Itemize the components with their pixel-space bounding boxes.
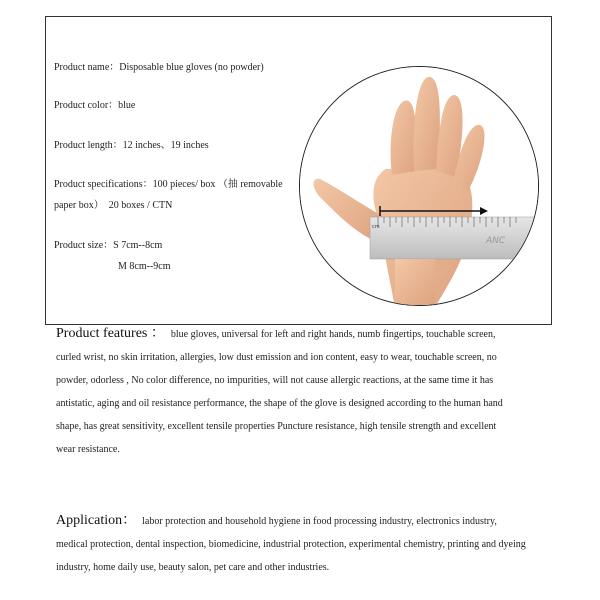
product-specifications: Product specifications：100 pieces/ box （抽 removable paper box） 20 boxes / CTN [54, 179, 283, 211]
application-heading: Application： [56, 513, 137, 528]
product-name: Product name：Disposable blue gloves (no powder) [54, 62, 264, 73]
product-size-medium: M 8cm--9cm [118, 261, 171, 272]
features-heading: Product features ： [56, 326, 165, 341]
product-features-section [56, 322, 516, 461]
hand-measurement-photo [299, 66, 539, 306]
svg-text:ANC: ANC [486, 236, 506, 246]
hand-measure-icon [300, 67, 539, 306]
product-spec-box [45, 16, 552, 325]
application-section [56, 509, 526, 579]
features-body: blue gloves, universal for left and right hands, numb fingertips, touchable screen, curled wrist, no skin irritation, allergies, low dust emission and ion content, easy to wear, touchable screen, no powder, odorless , No color difference, no impurities, will not cause allergic reactions, at the same time it has antistatic, aging and oil resistance performance, the shape of the glove is designed according to the human hand shape, has great sensitivity, excellent tensile properties Puncture resistance, high tensile strength and excellent wear resistance. [56, 329, 503, 455]
product-color: Product color：blue [54, 100, 136, 111]
product-length: Product length：12 inches、19 inches [54, 140, 209, 151]
svg-text:cm: cm [372, 224, 380, 230]
product-size-small: Product size：S 7cm--8cm [54, 240, 163, 251]
application-body: labor protection and household hygiene in food processing industry, electronics industry, medical protection, dental inspection, biomedicine, industrial protection, experimental chemistry, printing and dyeing industry, home daily use, beauty salon, pet care and other industries. [56, 516, 526, 573]
